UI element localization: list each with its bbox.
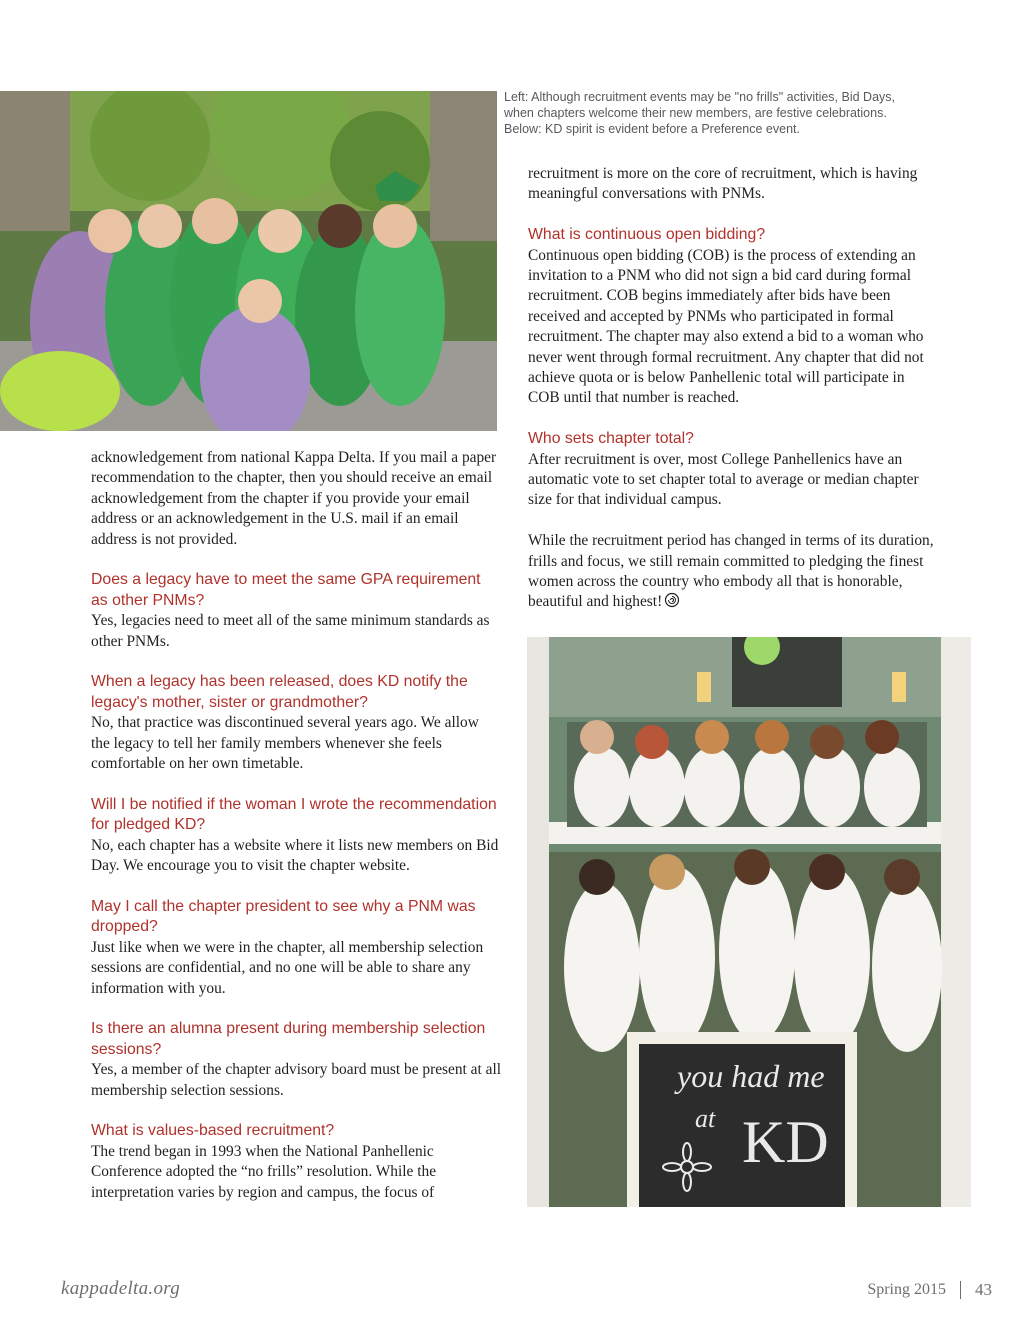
caption-line-1: Left: Although recruitment events may be "no frills" activities, Bid Days,: [504, 90, 895, 104]
question-heading: May I call the chapter president to see why a PNM was dropped?: [91, 897, 476, 936]
left-column: [91, 448, 501, 1223]
preference-event-photo: [527, 637, 971, 1207]
nautilus-shell-icon: [664, 592, 680, 614]
qa-block: [91, 1019, 501, 1101]
question-heading: Does a legacy have to meet the same GPA requirement as other PNMs?: [91, 571, 481, 609]
caption-line-2: when chapters welcome their new members, are festive celebrations.: [504, 106, 887, 121]
answer-text: No, each chapter has a website where it lists new members on Bid Day. We encourage you to visit the chapter website.: [91, 836, 499, 875]
closing-block: [528, 531, 938, 615]
answer-text: No, that practice was discontinued several years ago. We allow the legacy to tell her family members whenever she feels comfortable on her own timetable.: [91, 714, 479, 773]
qa-block: [91, 1121, 501, 1203]
closing-sentence: While the recruitment period has changed in terms of its duration, frills and focus, we still remain committed to pledging the finest women across the country who embody all that is honorable, beautiful and highest!: [528, 532, 934, 611]
answer-text: After recruitment is over, most College Panhellenics have an automatic vote to set chapter total to average or median chapter size for that individual campus.: [528, 450, 919, 509]
right-column: [528, 164, 938, 635]
sign-line-1: you had me: [677, 1058, 825, 1094]
footer-divider: [960, 1281, 961, 1299]
qa-block: [528, 429, 938, 511]
photo-caption: [504, 89, 944, 138]
answer-text: Yes, legacies need to meet all of the same minimum standards as other PNMs.: [91, 612, 490, 650]
caption-line-3: Below: KD spirit is evident before a Preference event.: [504, 122, 800, 137]
sign-line-3: KD: [742, 1109, 829, 1175]
answer-text: recruitment is more on the core of recruitment, which is having meaningful conversations with PNMs.: [528, 165, 918, 203]
qa-block: [528, 164, 938, 205]
footer-website: kappadelta.org: [61, 1278, 181, 1299]
answer-text: Continuous open bidding (COB) is the process of extending an invitation to a PNM who did not sign a bid card during formal recruitment. COB begins immediately after bids have been received and accepted by PNMs who participated in formal recruitment. The chapter may also extend a bid to a woman who never went through formal recruitment. Any chapter that did not achieve quota or is below Panhellenic total will participate in COB until that number is reached.: [528, 246, 924, 407]
bid-day-photo: [0, 91, 497, 431]
question-heading: Who sets chapter total?: [528, 430, 694, 448]
page-number: 43: [975, 1280, 992, 1299]
answer-text: acknowledgement from national Kappa Delta. If you mail a paper recommendation to the chapter, then you should receive an email acknowledgement from the chapter if you provide your email address or an acknowledgement in the U.S. mail if an email address is not provided.: [91, 449, 497, 548]
question-heading: Is there an alumna present during membership selection sessions?: [91, 1020, 486, 1058]
answer-text: The trend began in 1993 when the National Panhellenic Conference adopted the “no frills” resolution. While the interpretation varies by region and campus, the focus of: [91, 1142, 437, 1201]
question-heading: Will I be notified if the woman I wrote the recommendation for pledged KD?: [91, 795, 497, 834]
answer-text: Yes, a member of the chapter advisory board must be present at all membership selection sessions.: [91, 1061, 502, 1099]
sign-line-2: at: [695, 1104, 716, 1133]
qa-block: [91, 672, 501, 774]
qa-block: [91, 795, 501, 877]
issue-label: Spring 2015: [867, 1281, 946, 1298]
qa-block: [91, 897, 501, 999]
question-heading: When a legacy has been released, does KD notify the legacy's mother, sister or grandmother?: [91, 673, 468, 711]
question-heading: What is continuous open bidding?: [528, 226, 766, 244]
answer-text: Just like when we were in the chapter, all membership selection sessions are confidential, and no one will be able to share any information with you.: [91, 938, 484, 997]
qa-block: [91, 570, 501, 652]
footer-issue-info: [867, 1280, 992, 1300]
qa-block: [91, 448, 501, 550]
question-heading: What is values-based recruitment?: [91, 1122, 335, 1140]
qa-block: [528, 225, 938, 409]
closing-text: [528, 531, 938, 615]
